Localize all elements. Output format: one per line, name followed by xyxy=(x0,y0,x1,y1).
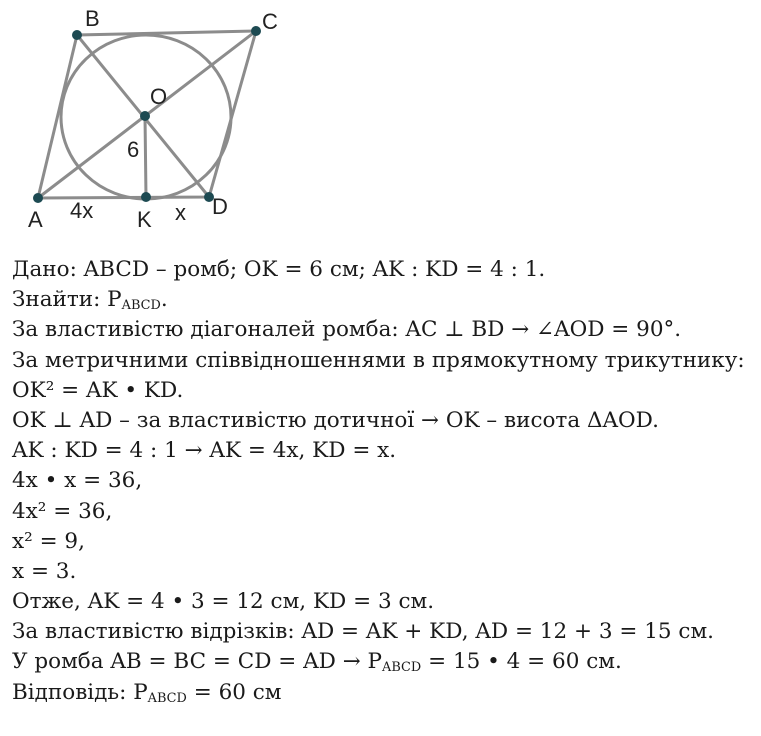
perimeter-line xyxy=(12,647,757,677)
equation-line-2 xyxy=(12,497,757,527)
find-end: . xyxy=(160,287,168,313)
ratio-line xyxy=(12,436,757,466)
label-k: K xyxy=(137,207,152,232)
label-c: C xyxy=(262,9,278,34)
point-o xyxy=(140,111,150,121)
answer-line xyxy=(12,678,757,708)
ratio-text: AK : KD = 4 : 1 → AK = 4x, KD = x. xyxy=(12,438,397,464)
label-d: D xyxy=(212,194,228,219)
tangent-line xyxy=(12,406,757,436)
answer-end: = 60 см xyxy=(186,679,282,705)
answer-subscript: ABCD xyxy=(147,690,187,706)
diagonals-line xyxy=(12,315,757,345)
perimeter-text: У ромба AB = BC = CD = AD → P xyxy=(12,649,383,675)
label-6: 6 xyxy=(127,137,140,162)
equation-text-4: x = 3. xyxy=(12,558,77,584)
point-c xyxy=(251,26,261,36)
equation-text-2: 4x² = 36, xyxy=(12,498,113,524)
ad-text: За властивістю відрізків: AD = AK + KD, AD = 12 + 3 = 15 см. xyxy=(12,619,715,645)
label-b: B xyxy=(85,6,100,31)
point-k xyxy=(141,192,151,202)
find-subscript: ABCD xyxy=(121,298,161,314)
solution-text xyxy=(12,255,757,708)
perimeter-end: = 15 • 4 = 60 см. xyxy=(421,649,622,675)
label-o: O xyxy=(150,84,168,109)
label-a: A xyxy=(28,207,43,232)
find-text: Знайти: P xyxy=(12,287,122,313)
equation-text-3: x² = 9, xyxy=(12,528,85,554)
diagonals-text: За властивістю діагоналей ромба: AC ⊥ BD → ∠AOD = 90°. xyxy=(12,317,682,343)
equation-text-1: 4x • x = 36, xyxy=(12,468,143,494)
point-a xyxy=(33,193,43,203)
segments-text: Отже, AK = 4 • 3 = 12 см, KD = 3 см. xyxy=(12,589,435,615)
ad-line xyxy=(12,617,757,647)
ok-squared-text: OK² = AK • KD. xyxy=(12,377,184,403)
equation-line-1 xyxy=(12,466,757,496)
rhombus-diagram xyxy=(0,0,761,250)
segments-line xyxy=(12,587,757,617)
metric-text: За метричними співвідношеннями в прямокутному трикутнику: xyxy=(12,347,745,373)
equation-line-4 xyxy=(12,557,757,587)
metric-line xyxy=(12,346,757,376)
ok-squared-line xyxy=(12,376,757,406)
answer-text: Відповідь: P xyxy=(12,679,148,705)
tangent-text: OK ⊥ AD – за властивістю дотичної → OK – висота ΔAOD. xyxy=(12,407,659,433)
find-line xyxy=(12,285,757,315)
given-text: Дано: ABCD – ромб; OK = 6 см; AK : KD = 4 : 1. xyxy=(12,257,546,282)
given-line xyxy=(12,255,757,285)
equation-line-3 xyxy=(12,527,757,557)
perimeter-subscript: ABCD xyxy=(382,660,422,676)
point-b xyxy=(72,30,82,40)
label-x: x xyxy=(175,200,186,225)
label-4x: 4x xyxy=(70,198,94,223)
radius-ok xyxy=(145,116,146,197)
